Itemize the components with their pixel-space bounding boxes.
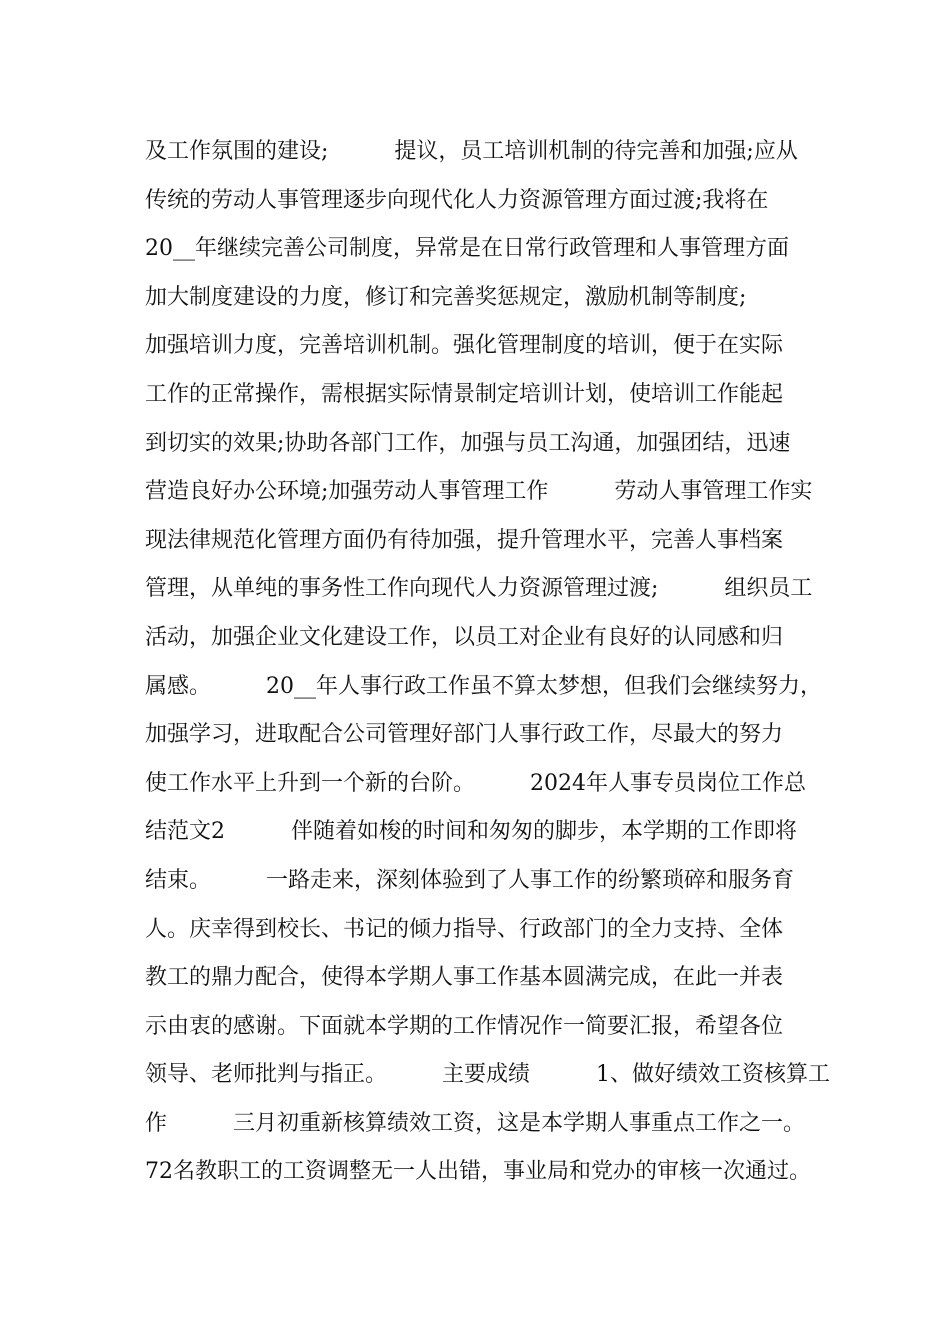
text-line: 20__年继续完善公司制度，异常是在日常行政管理和人事管理方面: [145, 236, 789, 262]
text-line: 营造良好办公环境;加强劳动人事管理工作 劳动人事管理工作实: [145, 479, 813, 505]
text-line: 加大制度建设的力度，修订和完善奖惩规定，激励机制等制度;: [145, 284, 747, 310]
text-line: 加强培训力度，完善培训机制。强化管理制度的培训，便于在实际: [145, 333, 784, 359]
text-line: 结范文2 伴随着如梭的时间和匆匆的脚步，本学期的工作即将: [145, 819, 797, 845]
text-line: 领导、老师批判与指正。 主要成绩 1、做好绩效工资核算工: [145, 1062, 830, 1088]
text-line: 人。庆幸得到校长、书记的倾力指导、行政部门的全力支持、全体: [145, 916, 784, 942]
text-line: 管理，从单纯的事务性工作向现代人力资源管理过渡; 组织员工: [145, 576, 813, 602]
body-text: [145, 128, 845, 1197]
text-line: 传统的劳动人事管理逐步向现代化人力资源管理方面过渡;我将在: [145, 187, 769, 213]
text-line: 及工作氛围的建设; 提议，员工培训机制的待完善和加强;应从: [145, 139, 798, 164]
text-line: 作 三月初重新核算绩效工资，这是本学期人事重点工作之一。: [145, 1110, 806, 1136]
text-line: 工作的正常操作，需根据实际情景制定培训计划，使培训工作能起: [145, 381, 784, 407]
text-line: 到切实的效果;协助各部门工作，加强与员工沟通，加强团结，迅速: [145, 430, 791, 456]
text-line: 现法律规范化管理方面仍有待加强，提升管理水平，完善人事档案: [145, 527, 784, 553]
text-line: 属感。 20__年人事行政工作虽不算太梦想，但我们会继续努力，: [145, 673, 822, 699]
text-line: 加强学习，进取配合公司管理好部门人事行政工作，尽最大的努力: [145, 722, 784, 748]
text-line: 使工作水平上升到一个新的台阶。 2024年人事专员岗位工作总: [145, 770, 806, 796]
text-line: 教工的鼎力配合，使得本学期人事工作基本圆满完成，在此一并表: [145, 965, 784, 991]
text-line: 结束。 一路走来，深刻体验到了人事工作的纷繁琐碎和服务育: [145, 867, 795, 893]
text-line: 72名教职工的工资调整无一人出错，事业局和党办的审核一次通过。: [145, 1159, 811, 1185]
text-line: 活动，加强企业文化建设工作，以员工对企业有良好的认同感和归: [145, 624, 784, 650]
text-line: 示由衷的感谢。下面就本学期的工作情况作一简要汇报，希望各位: [145, 1013, 784, 1039]
